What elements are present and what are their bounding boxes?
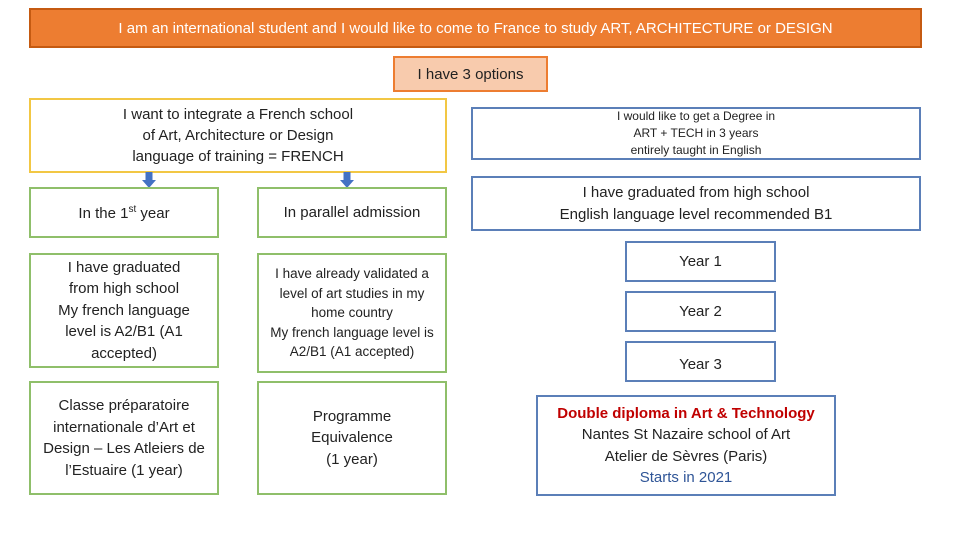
- requirement-line: I have already validated a: [275, 266, 429, 282]
- requirement-line: home country: [311, 305, 393, 321]
- french-header-line-1: I want to integrate a French school: [122, 106, 354, 123]
- diploma-title: Double diploma in Art & Technology: [557, 404, 815, 422]
- english-header-line-1: I would like to get a Degree in: [616, 109, 776, 123]
- title-text: I am an international student and I would like to come to France to study ART, ARCHITECTURE or DESIGN: [118, 19, 833, 37]
- arrow-down-icon: [340, 172, 354, 188]
- program-line: internationale d’Art et: [53, 418, 195, 436]
- double-diploma-box: [536, 395, 836, 496]
- requirement-line: A2/B1 (A1 accepted): [289, 344, 415, 360]
- year-label: Year 3: [679, 356, 722, 373]
- requirement-line: accepted): [91, 344, 157, 362]
- requirement-line: My french language: [58, 301, 190, 319]
- program-line: Classe préparatoire: [58, 397, 190, 414]
- options-box: [393, 56, 548, 92]
- diploma-school-2: Atelier de Sèvres (Paris): [604, 447, 768, 465]
- programme-equivalence-box: [257, 381, 447, 495]
- french-track-header: [29, 98, 447, 173]
- year-label: Year 1: [679, 253, 722, 270]
- requirement-line: I have graduated from high school: [582, 184, 810, 201]
- french-header-line-3: language of training = FRENCH: [132, 148, 344, 165]
- english-header-line-3: entirely taught in English: [630, 143, 762, 157]
- program-line: l’Estuaire (1 year): [65, 461, 183, 479]
- diploma-school-1: Nantes St Nazaire school of Art: [581, 426, 791, 443]
- diploma-start-date: Starts in 2021: [639, 469, 733, 486]
- requirement-line: level of art studies in my: [279, 285, 425, 301]
- requirement-line: My french language level is: [270, 324, 434, 340]
- program-line: Equivalence: [311, 429, 393, 447]
- year-3-box: [625, 341, 776, 382]
- arrow-down-icon: [142, 172, 156, 188]
- year-1-box: [625, 241, 776, 282]
- classe-preparatoire-box: [29, 381, 219, 495]
- french-header-line-2: of Art, Architecture or Design: [142, 127, 334, 144]
- english-track-header: [471, 107, 921, 160]
- requirement-line: I have graduated: [67, 258, 181, 276]
- first-year-title: In the 1st year: [78, 203, 170, 222]
- parallel-admission-box: [257, 187, 447, 238]
- requirement-line: from high school: [68, 280, 180, 298]
- year-label: Year 2: [679, 303, 722, 320]
- english-header-line-2: ART + TECH in 3 years: [633, 126, 759, 140]
- options-label: I have 3 options: [417, 65, 524, 83]
- program-line: Programme: [312, 407, 392, 425]
- parallel-admission-title: In parallel admission: [283, 204, 421, 221]
- title-banner: [29, 8, 922, 48]
- requirement-line: English language level recommended B1: [559, 205, 833, 223]
- requirement-line: level is A2/B1 (A1: [65, 323, 183, 341]
- first-year-box: [29, 187, 219, 238]
- year-2-box: [625, 291, 776, 332]
- parallel-requirement-box: [257, 253, 447, 373]
- program-line: Design – Les Atleiers de: [43, 440, 205, 457]
- program-line: (1 year): [326, 450, 378, 468]
- english-requirement-box: [471, 176, 921, 231]
- first-year-requirement-box: [29, 253, 219, 368]
